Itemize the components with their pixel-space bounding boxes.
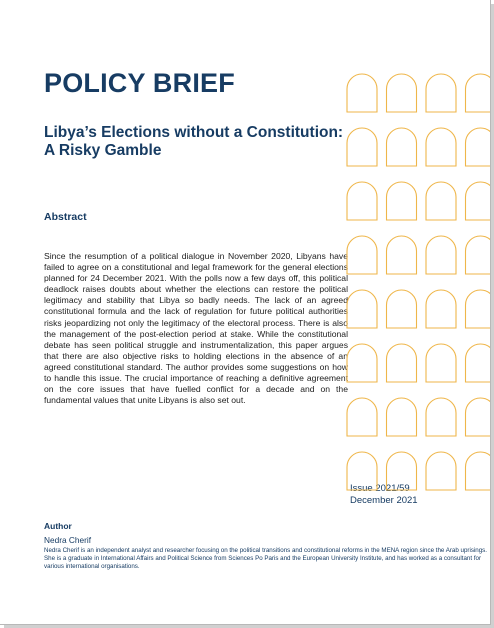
- arch-shape: [466, 236, 492, 274]
- arch-shape: [466, 128, 492, 166]
- arch-shape: [466, 290, 492, 328]
- arch-shape: [426, 74, 456, 112]
- author-heading: Author: [44, 521, 72, 531]
- abstract-heading: Abstract: [44, 211, 87, 223]
- arch-shape: [466, 344, 492, 382]
- arch-shape: [426, 128, 456, 166]
- arch-shape: [426, 452, 456, 490]
- arch-shape: [347, 398, 377, 436]
- arch-shape: [387, 290, 417, 328]
- arch-shape: [347, 344, 377, 382]
- author-bio: Nedra Cherif is an independent analyst and researcher focusing on the political transitions and constitutional reforms in the MENA region since the Arab uprisings. She is a graduate in International Affairs and Political Science from Sciences Po Paris and the European University Institute, and has worked as a consultant for various international organisations.: [44, 547, 487, 571]
- arch-shape: [387, 398, 417, 436]
- arch-shape: [466, 182, 492, 220]
- author-name: Nedra Cherif: [44, 535, 92, 545]
- arch-shape: [347, 128, 377, 166]
- arch-shape: [387, 182, 417, 220]
- arch-shape: [387, 74, 417, 112]
- arch-pattern-icon: [344, 72, 491, 492]
- arch-shape: [387, 236, 417, 274]
- arch-shape: [387, 344, 417, 382]
- arch-shape: [426, 236, 456, 274]
- arch-shape: [387, 452, 417, 490]
- arch-shape: [466, 74, 492, 112]
- arch-shape: [426, 344, 456, 382]
- arch-shape: [347, 290, 377, 328]
- abstract-text: Since the resumption of a political dialogue in November 2020, Libyans have failed to agree on a constitutional and legal framework for the general elections planned for 24 December 2021. With the polls now a few days off, this political deadlock raises doubts about whether the elections can restore the political legitimacy and stability that Libya so badly needs. The lack of an agreed constitutional formula and the lack of regulation for future political authorities risks jeopardizing not only the legitimacy of the electoral process. There is also the management of the post-election period at stake. While the constitutional debate has seen political struggle and instrumentalization, this paper argues that there are also objective risks to holding elections in the absence of an agreed constitutional standard. The author provides some suggestions on how to handle this issue. The crucial importance of reaching a definitive agreement on the core issues that have fuelled conflict for a decade and on the fundamental values that unite Libyans is also set out.: [44, 251, 348, 406]
- arch-shape: [347, 74, 377, 112]
- document-subtitle: Libya’s Elections without a Constitution: A Risky Gamble: [44, 124, 344, 159]
- issue-number: Issue 2021/59: [350, 483, 410, 494]
- arch-shape: [387, 128, 417, 166]
- arch-shape: [426, 398, 456, 436]
- arch-shape: [347, 452, 377, 490]
- arch-shape: [466, 452, 492, 490]
- arch-shape: [426, 290, 456, 328]
- arch-shape: [466, 398, 492, 436]
- arch-shape: [426, 182, 456, 220]
- arch-shape: [347, 236, 377, 274]
- arch-shape: [347, 182, 377, 220]
- document-title: POLICY BRIEF: [44, 68, 235, 98]
- issue-date: December 2021: [350, 494, 418, 506]
